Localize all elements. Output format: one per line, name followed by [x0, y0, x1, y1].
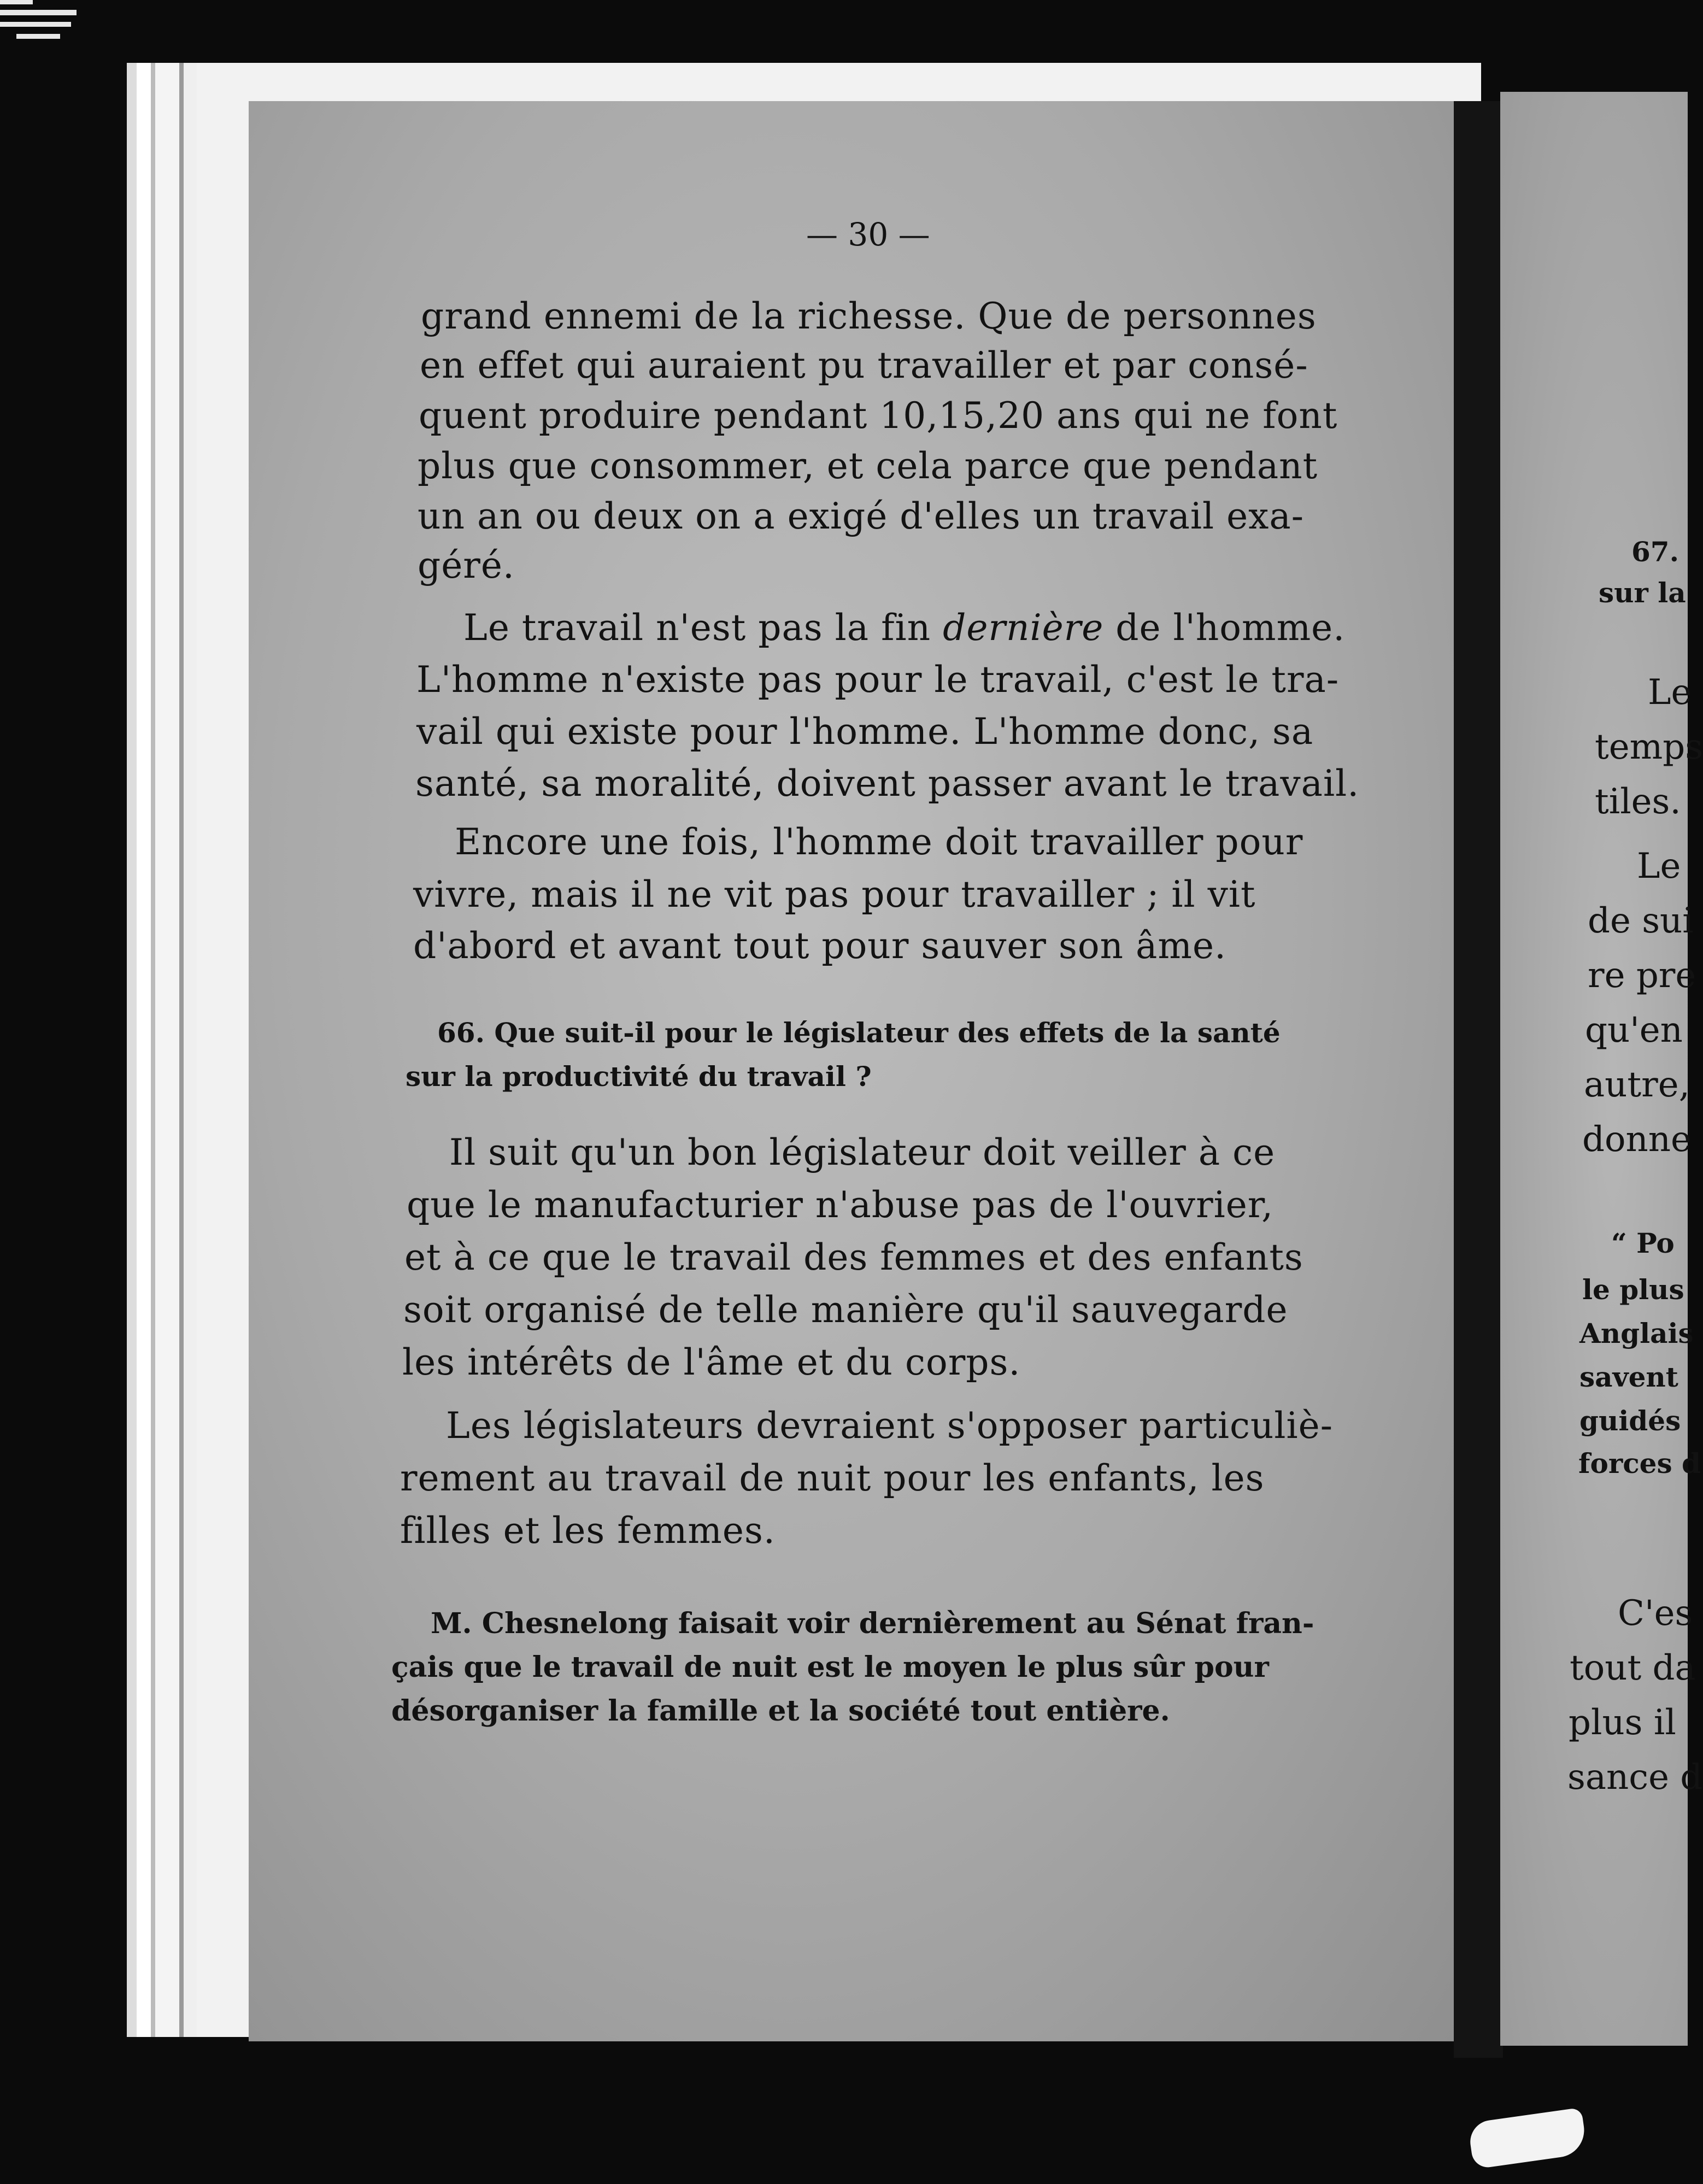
- text-line: que le manufacturier n'abuse pas de l'ouvrier,: [407, 1184, 1274, 1226]
- text-line: et à ce que le travail des femmes et des enfants: [404, 1236, 1303, 1278]
- text-line: santé, sa moralité, doivent passer avant le travail.: [415, 762, 1360, 805]
- text-line: vivre, mais il ne vit pas pour travailler ; il vit: [413, 873, 1256, 915]
- question-line: 66. Que suit-il pour le législateur des effets de la santé: [437, 1017, 1281, 1049]
- note-line: M. Chesnelong faisait voir dernièrement au Sénat fran-: [431, 1607, 1314, 1640]
- right-quote-line: “ Po: [1611, 1227, 1675, 1259]
- right-quote-line: savent: [1579, 1361, 1678, 1393]
- text-line: L'homme n'existe pas pour le travail, c'est le tra-: [416, 659, 1340, 701]
- text-line: les intérêts de l'âme et du corps.: [402, 1341, 1021, 1383]
- note-line: désorganiser la famille et la société tout entière.: [391, 1694, 1170, 1728]
- text-line: quent produire pendant 10,15,20 ans qui ne font: [419, 395, 1338, 437]
- text-line: d'abord et avant tout pour sauver son âme.: [413, 925, 1227, 967]
- text-line: vail qui existe pour l'homme. L'homme donc, sa: [416, 711, 1314, 753]
- text-line: grand ennemi de la richesse. Que de personnes: [421, 295, 1317, 337]
- right-quote-line: forces d: [1578, 1447, 1701, 1480]
- right-text-line: Le: [1637, 846, 1681, 886]
- film-mark: [0, 10, 77, 15]
- right-quote-line: Anglais: [1579, 1317, 1694, 1349]
- right-text-line: temps: [1595, 727, 1703, 767]
- text-line: filles et les femmes.: [400, 1510, 776, 1552]
- film-mark: [0, 0, 33, 4]
- right-text-line: C'es: [1618, 1593, 1693, 1634]
- note-line: çais que le travail de nuit est le moyen le plus sûr pour: [391, 1651, 1269, 1684]
- right-text-line: tiles.: [1595, 782, 1681, 822]
- right-text-line: qu'en: [1585, 1010, 1683, 1050]
- text-segment: Le travail n'est pas la fin: [463, 607, 943, 649]
- text-line: Les législateurs devraient s'opposer particuliè-: [446, 1405, 1334, 1447]
- text-line: un an ou deux on a exigé d'elles un travail exa-: [418, 495, 1305, 537]
- film-mark: [0, 22, 71, 27]
- text-line: rement au travail de nuit pour les enfants, les: [400, 1457, 1265, 1499]
- film-mark: [16, 34, 60, 39]
- right-text-line: donne: [1582, 1119, 1692, 1160]
- text-segment: de l'homme.: [1103, 607, 1346, 649]
- right-text-line: tout da: [1570, 1648, 1696, 1688]
- text-line: géré.: [418, 544, 515, 586]
- right-question-line: sur la: [1599, 577, 1686, 609]
- right-text-line: de sui: [1588, 901, 1694, 941]
- book-gutter: [1454, 101, 1503, 2058]
- right-text-line: autre,: [1584, 1065, 1690, 1105]
- right-text-line: re pre: [1588, 955, 1696, 996]
- text-line: en effet qui auraient pu travailler et par consé-: [420, 344, 1308, 386]
- right-question-line: 67.: [1631, 536, 1679, 568]
- text-line: Encore une fois, l'homme doit travailler pour: [455, 821, 1303, 863]
- right-quote-line: le plus: [1582, 1273, 1684, 1306]
- text-line: Il suit qu'un bon législateur doit veiller à ce: [449, 1131, 1276, 1173]
- right-text-line: plus il: [1569, 1702, 1676, 1743]
- page-number: — 30 —: [806, 216, 930, 253]
- film-blot: [1467, 2107, 1588, 2169]
- question-line: sur la productivité du travail ?: [406, 1060, 872, 1093]
- emphasis: dernière: [943, 607, 1104, 649]
- right-text-line: sance d: [1567, 1757, 1703, 1798]
- right-text-line: Le: [1648, 672, 1692, 713]
- right-quote-line: guidés: [1579, 1405, 1681, 1437]
- text-line: [463, 607, 1345, 649]
- text-line: plus que consommer, et cela parce que pendant: [418, 445, 1318, 487]
- text-line: soit organisé de telle manière qu'il sauvegarde: [403, 1289, 1288, 1331]
